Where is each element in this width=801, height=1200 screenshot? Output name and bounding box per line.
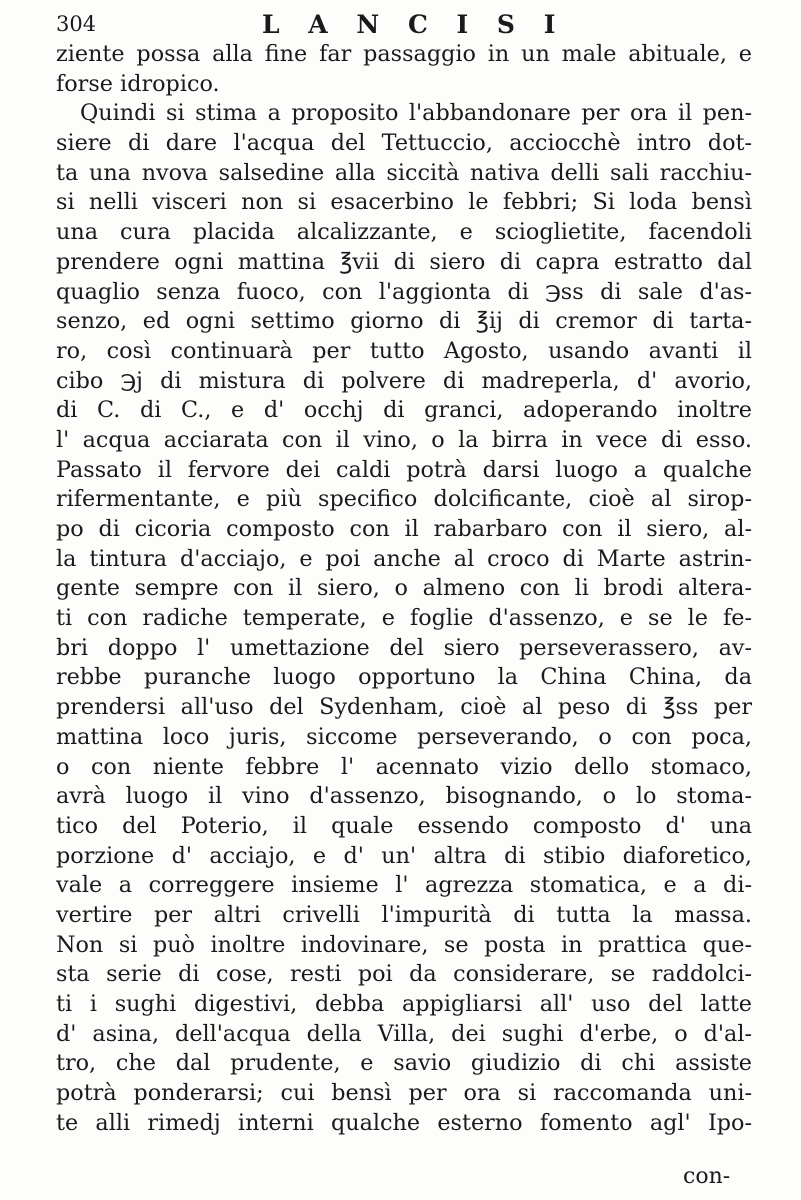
text-line: ta una nvova salsedine alla siccità nativa delli sali racchiu- xyxy=(56,159,752,186)
text-line: ti i sughi digestivi, debba appigliarsi all' uso del latte xyxy=(56,991,752,1017)
text-line: senzo, ed ogni settimo giorno di ℥ij di cremor di tarta- xyxy=(56,308,752,335)
text-line: rifermentante, e più specifico dolcificante, cioè al sirop- xyxy=(56,486,752,513)
text-line: te alli rimedj interni qualche esterno fomento agl' Ipo- xyxy=(56,1109,752,1136)
text-line: vale a correggere insieme l' agrezza stomatica, e a di- xyxy=(56,872,752,899)
text-line: vertire per altri crivelli l'impurità di tutta la massa. xyxy=(56,901,752,928)
text-line: quaglio senza fuoco, con l'aggionta di ℈ss di sale d'as- xyxy=(56,278,752,305)
text-line: l' acqua acciarata con il vino, o la birra in vece di esso. xyxy=(56,426,752,453)
text-line: rebbe puranche luogo opportuno la China China, da xyxy=(56,664,752,691)
text-line: una cura placida alcalizzante, e scioglietite, facendoli xyxy=(56,219,752,246)
text-line: si nelli visceri non si esacerbino le febbri; Si loda bensì xyxy=(56,189,752,216)
text-line: Passato il fervore dei caldi potrà darsi luogo a qualche xyxy=(56,456,752,483)
text-line: mattina loco juris, siccome perseverando, o con poca, xyxy=(56,723,752,750)
text-line: avrà luogo il vino d'assenzo, bisognando, o lo stoma- xyxy=(56,783,752,810)
text-line: po di cicoria composto con il rabarbaro con il siero, al- xyxy=(56,516,752,542)
text-line: potrà ponderarsi; cui bensì per ora si raccomanda uni- xyxy=(56,1080,752,1107)
text-line: la tintura d'acciajo, e poi anche al croco di Marte astrin- xyxy=(56,545,752,572)
text-line: ti con radiche temperate, e foglie d'assenzo, e se le fe- xyxy=(56,605,752,632)
text-line: tro, che dal prudente, e savio giudizio di chi assiste xyxy=(56,1050,752,1077)
text-line: bri doppo l' umettazione del siero perseverassero, av- xyxy=(56,634,752,661)
text-line: sta serie di cose, resti poi da considerare, se raddolci- xyxy=(56,961,752,988)
text-line: forse idropico. xyxy=(56,70,220,97)
body-text xyxy=(56,40,752,1138)
text-line: ro, così continuarà per tutto Agosto, usando avanti il xyxy=(56,337,752,364)
text-line: tico del Poterio, il quale essendo composto d' una xyxy=(56,812,752,839)
text-line: Non si può inoltre indovinare, se posta in prattica que- xyxy=(56,931,752,958)
text-line: prendersi all'uso del Sydenham, cioè al peso di ℥ss per xyxy=(56,694,752,721)
text-line: prendere ogni mattina ℥vii di siero di capra estratto dal xyxy=(56,248,752,275)
text-line: gente sempre con il siero, o almeno con li brodi altera- xyxy=(56,575,752,602)
catchword: con- xyxy=(683,1164,731,1189)
text-line: Quindi si stima a proposito l'abbandonare per ora il pen- xyxy=(80,100,752,127)
text-line: siere di dare l'acqua del Tettuccio, acciocchè intro dot- xyxy=(56,130,752,157)
running-title: L A N C I S I xyxy=(262,10,566,39)
text-line: di C. di C., e d' occhj di granci, adoperando inoltre xyxy=(56,397,752,424)
text-line: d' asina, dell'acqua della Villa, dei sughi d'erbe, o d'al- xyxy=(56,1020,752,1047)
text-line: porzione d' acciajo, e d' un' altra di stibio diaforetico, xyxy=(56,842,752,869)
page-number: 304 xyxy=(56,12,97,36)
text-line: o con niente febbre l' acennato vizio dello stomaco, xyxy=(56,753,752,780)
text-line: ziente possa alla fine far passaggio in un male abituale, e xyxy=(56,41,752,67)
running-head xyxy=(56,10,756,40)
text-line: cibo ℈j di mistura di polvere di madreperla, d' avorio, xyxy=(56,367,752,394)
